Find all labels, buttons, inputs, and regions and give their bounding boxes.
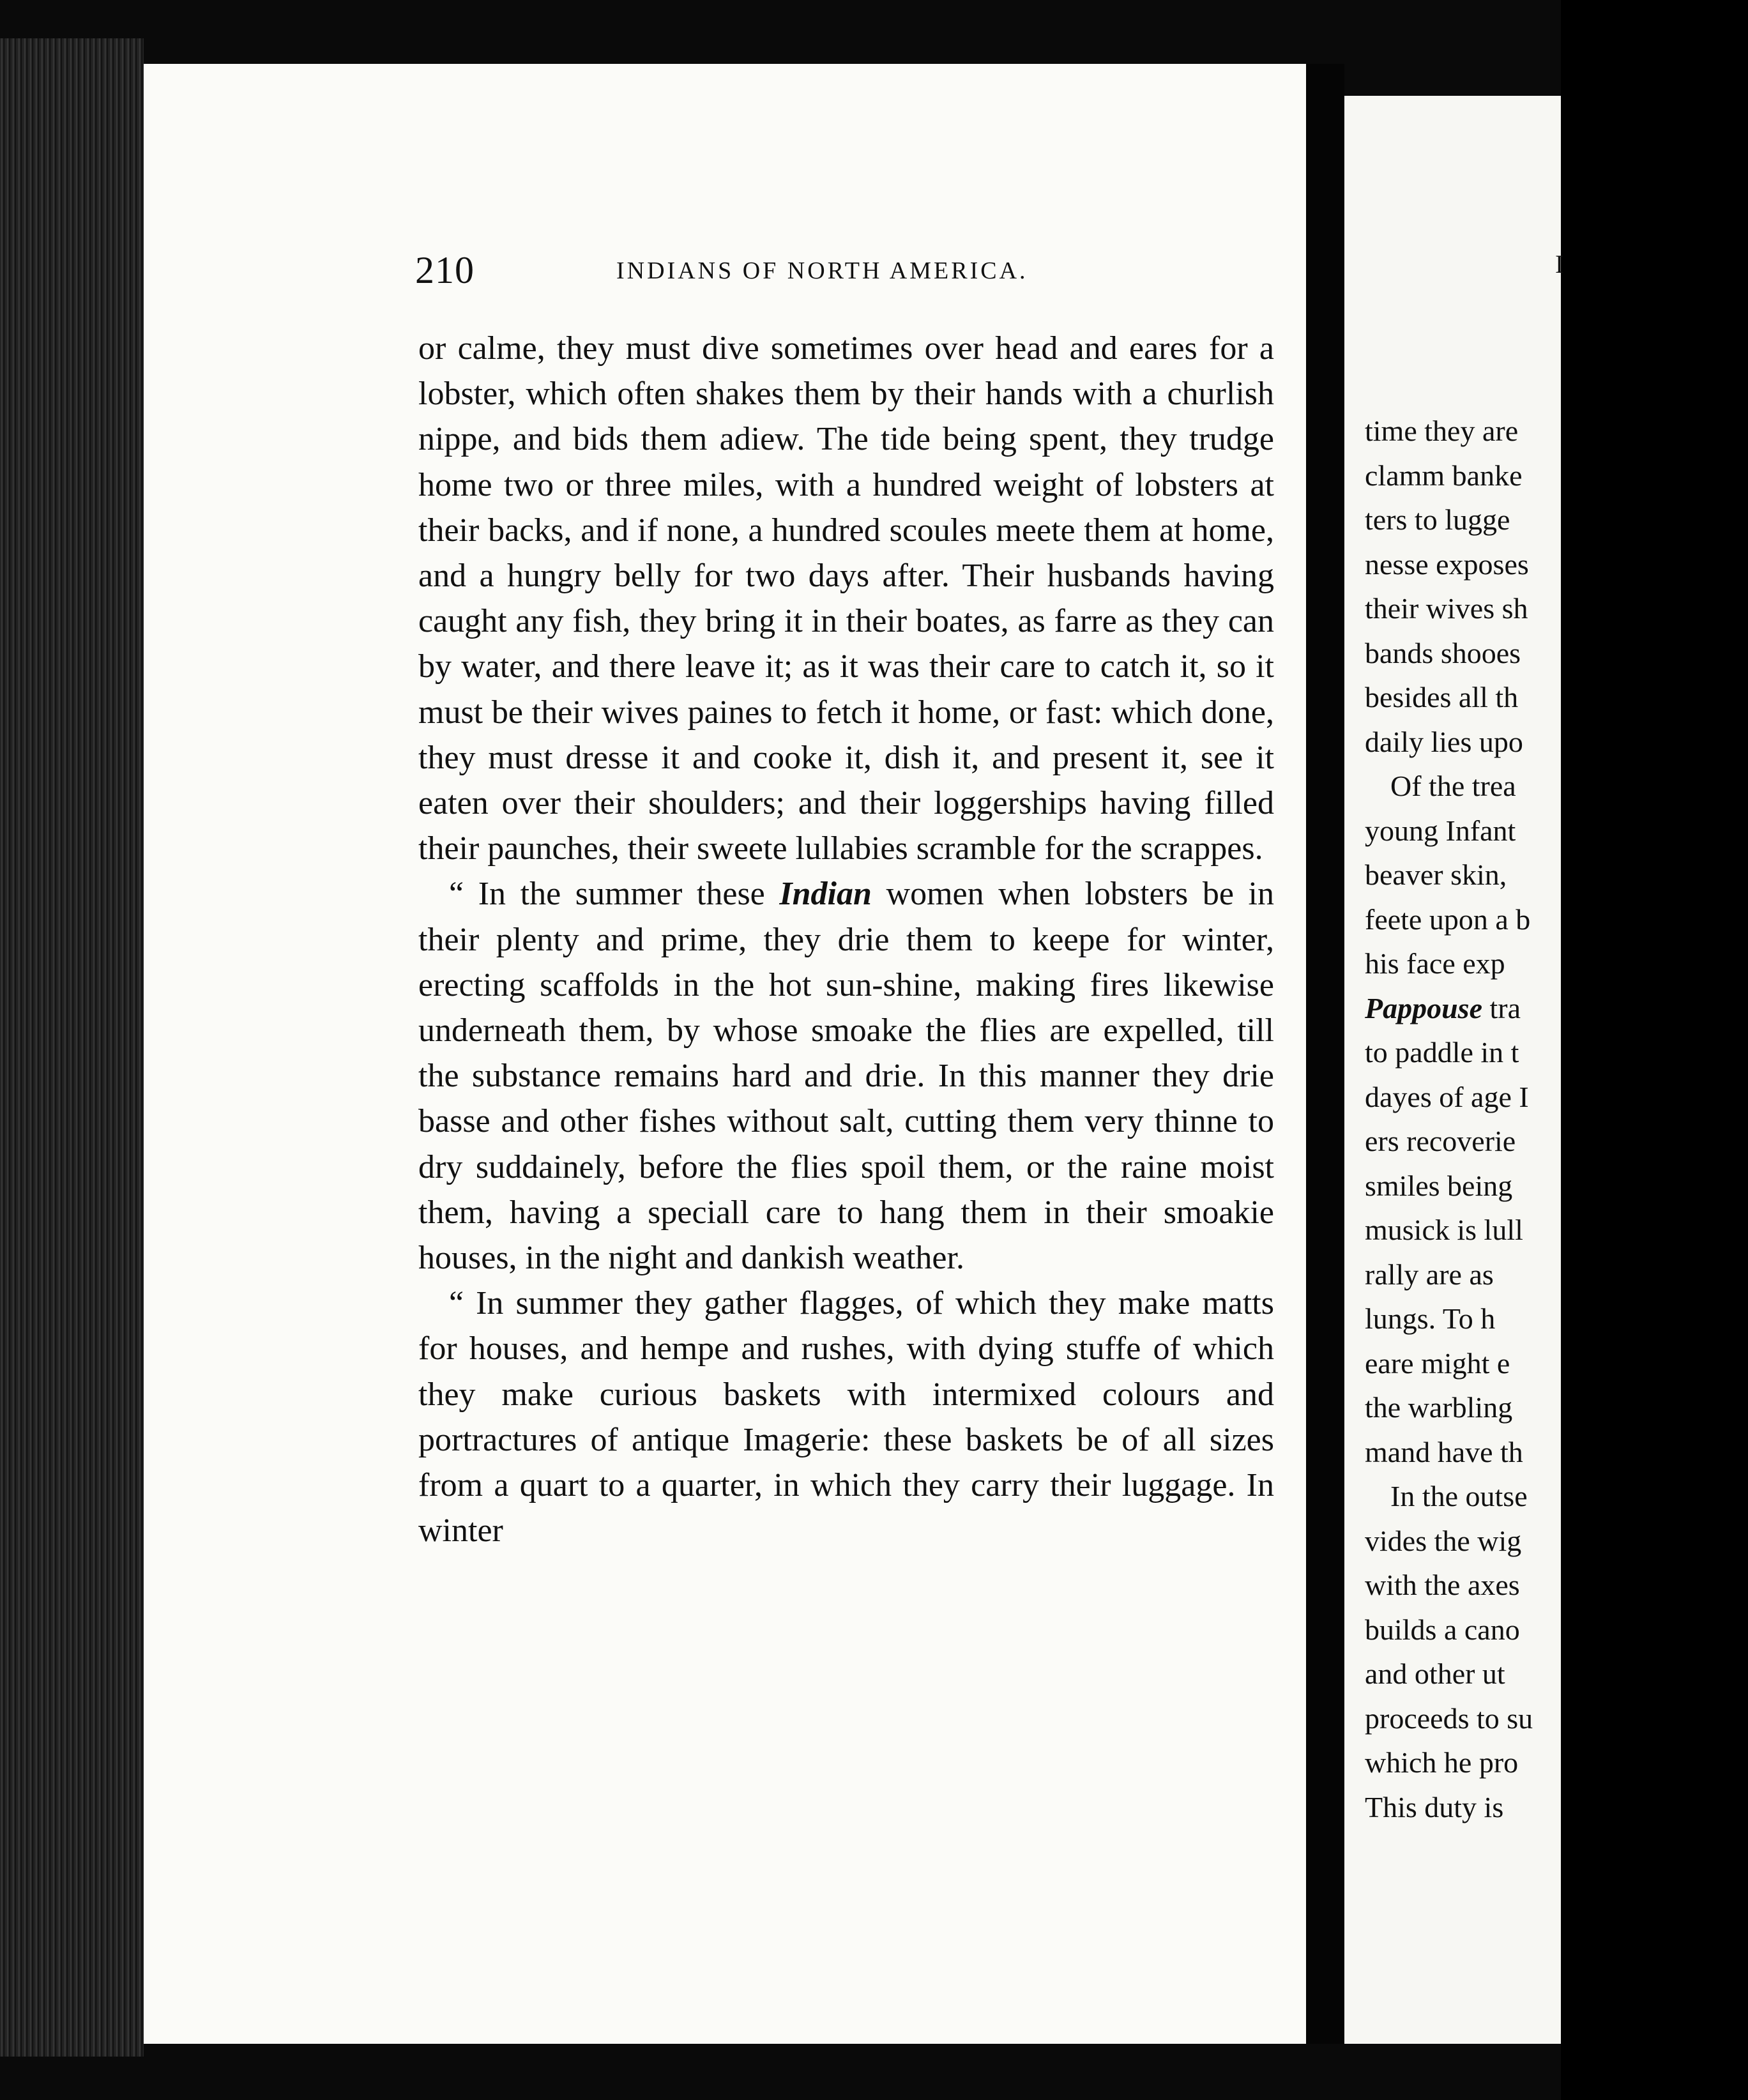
right-page-line: ters to lugge: [1365, 503, 1510, 536]
paragraph: [418, 326, 1274, 871]
right-page-line: with the axes: [1365, 1569, 1520, 1601]
right-page-line: beaver skin,: [1365, 858, 1507, 891]
right-page-fragment: [1344, 96, 1564, 2044]
paragraph: [418, 1281, 1274, 1553]
right-page-line: time they are: [1365, 415, 1519, 447]
running-head: [415, 248, 1284, 293]
right-page-line: lungs. To h: [1365, 1302, 1496, 1335]
right-page-line: In the outse: [1390, 1480, 1528, 1512]
right-page-line: his face exp: [1365, 947, 1505, 980]
right-page-line: feete upon a b: [1365, 902, 1531, 936]
right-page-line: musick is lull: [1365, 1214, 1523, 1246]
right-page-lines: [1365, 409, 1748, 1829]
right-page-line: Of the trea: [1390, 770, 1516, 802]
right-page-line: their wives sh: [1365, 592, 1528, 625]
right-page-line: dayes of age I: [1365, 1080, 1529, 1113]
right-page-line: vides the wig: [1365, 1524, 1522, 1557]
book-gutter: [1306, 64, 1344, 2044]
right-page-line: ers recoverie: [1365, 1125, 1516, 1157]
right-running-head: I: [1555, 250, 1564, 278]
right-page-line: mand have th: [1365, 1435, 1523, 1468]
right-page-line: eare might e: [1365, 1346, 1510, 1380]
right-page-line: rally are as: [1365, 1258, 1494, 1291]
right-page-line: to paddle in t: [1365, 1036, 1519, 1069]
right-page-line: proceeds to su: [1365, 1701, 1533, 1735]
book-page-edges: [0, 38, 144, 2057]
right-page-line: builds a cano: [1365, 1613, 1520, 1646]
right-page-line: nesse exposes: [1365, 547, 1529, 581]
paragraph-text: women when lobsters be in their plenty and prime, they drie them to keepe for winter, erecting scaffolds in the hot sun-shine, making fires likewise underneath them, by whose smoake the flies are expelled, till the substance remains hard and drie. In this manner they drie basse and other fishes without salt, cutting them very thinne to dry suddainely, before the flies spoil them, or the raine moist them, having a speciall care to hang them in their smoakie houses, in the night and dankish weather.: [418, 876, 1274, 1277]
paragraph-text: or calme, they must dive sometimes over head and eares for a lobster, which often shakes them by their hands with a churlish nippe, and bids them adiew. The tide being spent, they trudge home two or three miles, with a hundred weight of lobsters at their backs, and if none, a hundred scoules meete them at home, and a hungry belly for two days after. Their husbands having caught any fish, they bring it in their boates, as farre as they can by water, and there leave it; as it was their care to catch it, so it must be their wives paines to fetch it home, or fast: which done, they must dresse it and cooke it, dish it, and present it, see it eaten over their shoulders; and their loggerships having filled their paunches, their sweete lullabies scramble for the scrappes.: [418, 330, 1274, 867]
paragraph: [418, 871, 1274, 1281]
right-page-line: This duty is: [1365, 1790, 1504, 1823]
right-page-line: the warbling: [1365, 1391, 1513, 1424]
right-page-line: daily lies upo: [1365, 725, 1523, 758]
right-page-line: clamm banke: [1365, 459, 1523, 492]
page-body-text: [418, 326, 1274, 1553]
running-title: INDIANS OF NORTH AMERICA.: [616, 257, 1028, 284]
right-page-line: Pappouse tra: [1365, 991, 1521, 1024]
right-page-line: smiles being: [1365, 1169, 1513, 1202]
right-page-line: and other ut: [1365, 1657, 1505, 1690]
right-page-line: besides all th: [1365, 681, 1519, 713]
right-page-line: bands shooes: [1365, 636, 1521, 669]
paragraph-text: “ In the summer these: [449, 876, 780, 913]
page-number: 210: [415, 249, 475, 291]
right-page-line: which he pro: [1365, 1746, 1519, 1779]
italic-text: Indian: [779, 876, 872, 913]
paragraph-text: “ In summer they gather flagges, of which they make matts for houses, and hempe and rushes, with dying stuffe of which they make curious baskets with intermixed colours and portractures of antique Imagerie: these baskets be of all sizes from a quart to a quarter, in which they carry their luggage. In winter: [418, 1285, 1274, 1549]
right-page-line: young Infant: [1365, 814, 1516, 847]
